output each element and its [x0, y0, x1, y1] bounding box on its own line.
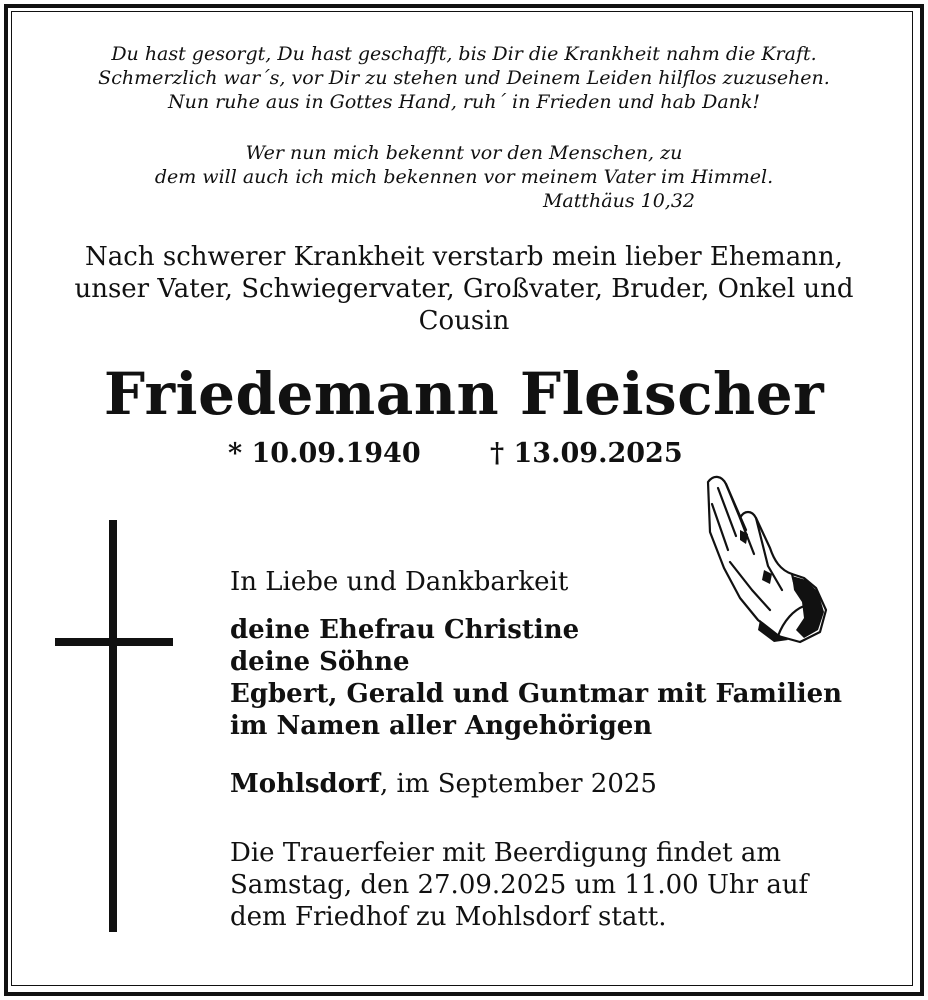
family-list — [230, 614, 842, 742]
poem-line: Nun ruhe aus in Gottes Hand, ruh´ in Frieden und hab Dank! — [167, 91, 761, 113]
intro-line: Cousin — [418, 306, 510, 336]
cross-horizontal-bar — [55, 638, 173, 646]
place-date-text: , im September 2025 — [379, 769, 657, 799]
birth-date: * 10.09.1940 — [228, 438, 421, 469]
verse-line: dem will auch ich mich bekennen vor meinem Vater im Himmel. — [154, 166, 774, 188]
intro-line: Nach schwerer Krankheit verstarb mein lieber Ehemann, — [85, 242, 843, 272]
family-line: deine Ehefrau Christine — [230, 615, 580, 645]
intro-text — [0, 241, 928, 337]
poem-verse — [0, 42, 928, 114]
love-line: In Liebe und Dankbarkeit — [230, 567, 569, 597]
funeral-line: Samstag, den 27.09.2025 um 11.00 Uhr auf — [230, 870, 809, 900]
intro-line: unser Vater, Schwiegervater, Großvater, Bruder, Onkel und — [74, 274, 854, 304]
verse-reference: Matthäus 10,32 — [542, 190, 696, 212]
cross-vertical-bar — [109, 520, 117, 932]
family-line: deine Söhne — [230, 647, 410, 677]
poem-line: Du hast gesorgt, Du hast geschafft, bis Dir die Krankheit nahm die Kraft. — [111, 43, 817, 65]
place-date — [230, 768, 657, 800]
place-name: Mohlsdorf — [230, 769, 380, 799]
deceased-name: Friedemann Fleischer — [103, 360, 825, 428]
family-line: Egbert, Gerald und Guntmar mit Familien — [230, 679, 843, 709]
funeral-info — [230, 837, 808, 933]
bible-verse — [0, 141, 928, 213]
funeral-line: dem Friedhof zu Mohlsdorf statt. — [230, 902, 667, 932]
funeral-line: Die Trauerfeier mit Beerdigung findet am — [230, 838, 782, 868]
family-line: im Namen aller Angehörigen — [230, 711, 653, 741]
poem-line: Schmerzlich war´s, vor Dir zu stehen und Deinem Leiden hilflos zuzusehen. — [98, 67, 830, 89]
verse-line: Wer nun mich bekennt vor den Menschen, zu — [245, 142, 683, 164]
death-date: † 13.09.2025 — [490, 438, 683, 469]
